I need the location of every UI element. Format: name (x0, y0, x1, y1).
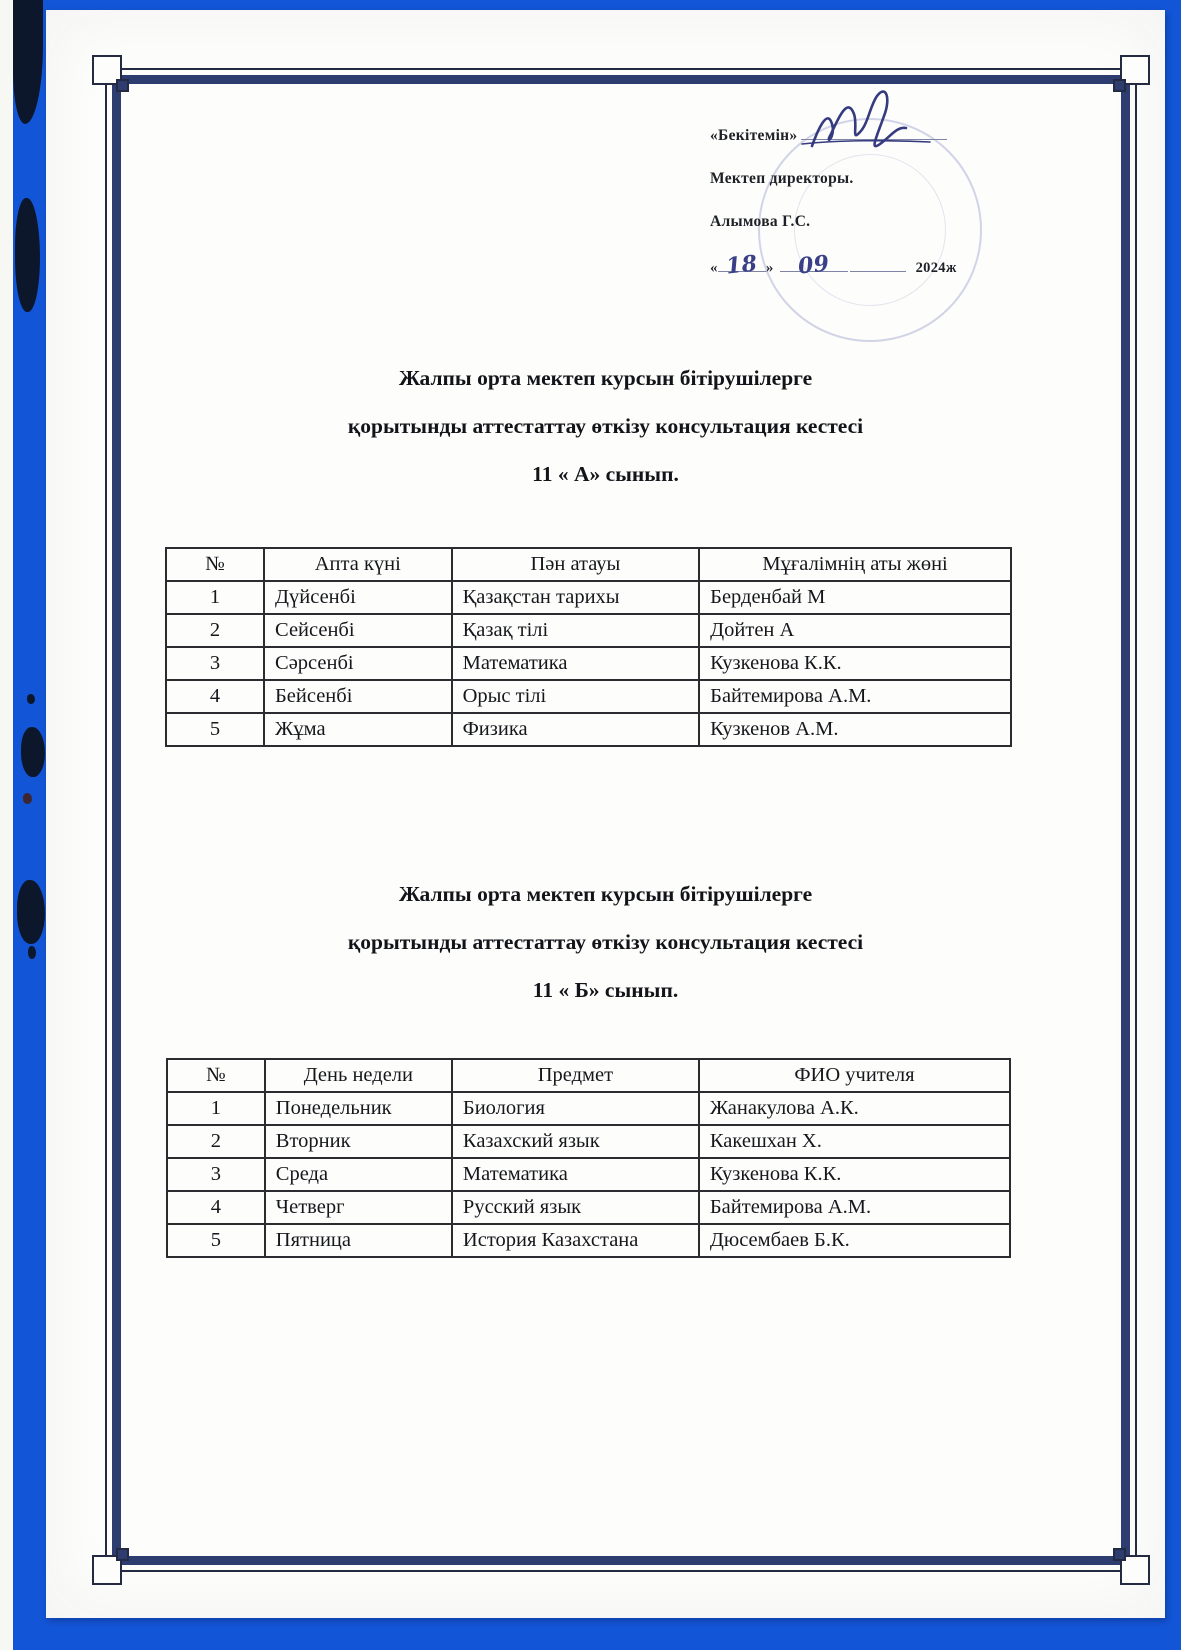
column-header: ФИО учителя (699, 1059, 1010, 1092)
table-cell: История Казахстана (452, 1224, 699, 1257)
frame-corner-square (1113, 1548, 1126, 1561)
table-cell: Сейсенбі (264, 614, 452, 647)
table-cell: 4 (167, 1191, 265, 1224)
scan-edge-strip (0, 0, 13, 1650)
table-cell: 5 (167, 1224, 265, 1257)
column-header: Мұғалімнің аты жөні (699, 548, 1011, 581)
table-cell: Понедельник (265, 1092, 452, 1125)
table-cell: Среда (265, 1158, 452, 1191)
table-cell: Кузкенова К.К. (699, 1158, 1010, 1191)
date-open-quote: « (710, 260, 718, 276)
table-cell: 1 (167, 1092, 265, 1125)
table-cell: 5 (166, 713, 264, 746)
section-a-title (46, 354, 1165, 498)
table-cell: 1 (166, 581, 264, 614)
table-cell: Орыс тілі (452, 680, 700, 713)
table-cell: Сәрсенбі (264, 647, 452, 680)
table-cell: Вторник (265, 1125, 452, 1158)
director-name: Алымова Г.С. (710, 213, 811, 230)
schedule-table-class-a (165, 547, 1012, 747)
table-cell: Русский язык (452, 1191, 699, 1224)
table-cell: 2 (167, 1125, 265, 1158)
column-header: Пән атауы (452, 548, 700, 581)
table-cell: Байтемирова А.М. (699, 680, 1011, 713)
table-cell: Байтемирова А.М. (699, 1191, 1010, 1224)
director-label: Мектеп директоры. (710, 170, 854, 187)
table-cell: Қазақстан тарихы (452, 581, 700, 614)
table-row (167, 1125, 1010, 1158)
date-month-handwritten: 09 (780, 252, 848, 272)
table-cell: Берденбай М (699, 581, 1011, 614)
date-close-quote: » (765, 260, 774, 276)
table-row (167, 1158, 1010, 1191)
table-cell: Дюсембаев Б.К. (699, 1224, 1010, 1257)
table-cell: Физика (452, 713, 700, 746)
ink-smudge (13, 0, 43, 124)
frame-corner-ornament (92, 55, 122, 85)
frame-corner-ornament (1120, 1555, 1150, 1585)
section-b-title (46, 870, 1165, 1014)
table-row (166, 614, 1011, 647)
table-cell: Казахский язык (452, 1125, 699, 1158)
table-cell: Пятница (265, 1224, 452, 1257)
table-cell: 4 (166, 680, 264, 713)
column-header: Предмет (452, 1059, 699, 1092)
table-cell: Биология (452, 1092, 699, 1125)
table-cell: Дүйсенбі (264, 581, 452, 614)
ink-smudge (21, 727, 45, 777)
frame-corner-ornament (1120, 55, 1150, 85)
title-line: Жалпы орта мектеп курсын бітірушілерге (398, 882, 813, 906)
table-cell: Математика (452, 1158, 699, 1191)
class-label: 11 « А» сынып. (532, 462, 679, 486)
document-page (46, 10, 1165, 1618)
table-cell: Жанакулова А.К. (699, 1092, 1010, 1125)
date-day-handwritten: 18 (718, 252, 766, 272)
column-header: № (167, 1059, 265, 1092)
table-cell: Қазақ тілі (452, 614, 700, 647)
schedule-table-class-b (166, 1058, 1011, 1258)
date-year: 2024ж (915, 260, 957, 276)
table-row (167, 1191, 1010, 1224)
date-blank-line (850, 252, 906, 272)
frame-corner-ornament (92, 1555, 122, 1585)
frame-corner-square (116, 1548, 129, 1561)
approve-label: «Бекітемін» (710, 127, 798, 144)
director-signature-icon (798, 84, 958, 164)
class-label: 11 « Б» сынып. (532, 978, 679, 1002)
title-line: қорытынды аттестаттау өткізу консультация кестесі (347, 414, 864, 438)
table-cell: Кузкенова К.К. (699, 647, 1011, 680)
ink-speck (23, 793, 32, 804)
table-cell: 3 (167, 1158, 265, 1191)
table-header-row (167, 1059, 1010, 1092)
table-cell: Жұма (264, 713, 452, 746)
title-line: Жалпы орта мектеп курсын бітірушілерге (398, 366, 813, 390)
table-row (167, 1092, 1010, 1125)
column-header: Апта күні (264, 548, 452, 581)
title-line: қорытынды аттестаттау өткізу консультация кестесі (347, 930, 864, 954)
table-cell: Математика (452, 647, 700, 680)
ink-smudge (15, 198, 40, 312)
table-row (166, 680, 1011, 713)
table-cell: Четверг (265, 1191, 452, 1224)
column-header: День недели (265, 1059, 452, 1092)
frame-corner-square (1113, 79, 1126, 92)
table-cell: 2 (166, 614, 264, 647)
table-cell: Дойтен А (699, 614, 1011, 647)
ink-speck (27, 694, 35, 704)
table-row (166, 581, 1011, 614)
table-cell: 3 (166, 647, 264, 680)
table-row (166, 647, 1011, 680)
table-row (167, 1224, 1010, 1257)
ink-speck (28, 946, 36, 959)
approval-date (710, 250, 957, 280)
table-cell: Бейсенбі (264, 680, 452, 713)
frame-corner-square (116, 79, 129, 92)
decorative-frame (105, 68, 1137, 1572)
table-row (166, 713, 1011, 746)
table-header-row (166, 548, 1011, 581)
table-cell: Кузкенов А.М. (699, 713, 1011, 746)
ink-smudge (17, 880, 45, 944)
table-cell: Какешхан Х. (699, 1125, 1010, 1158)
column-header: № (166, 548, 264, 581)
frame-navy-band (112, 75, 1130, 1565)
